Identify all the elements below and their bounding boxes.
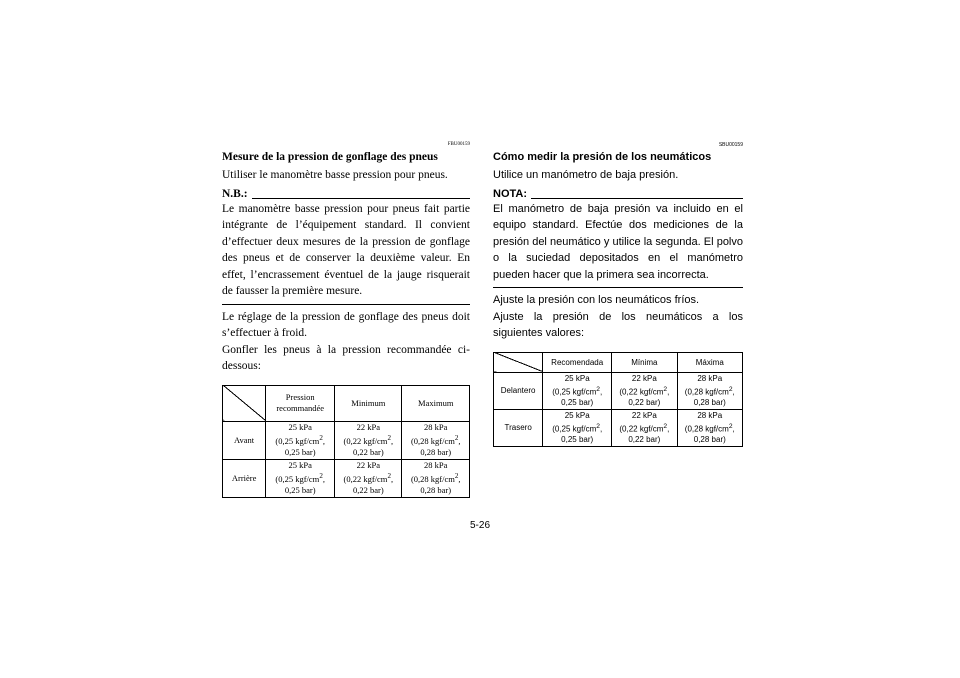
table-cell: 28 kPa (0,28 kgf/$cm^2$, 0,28 bar) [677, 372, 742, 409]
table-cell: 22 kPa (0,22 kgf/$cm^2$, 0,22 bar) [335, 459, 402, 497]
spanish-column [493, 140, 743, 447]
diagonal-header-cell [223, 385, 266, 421]
note-header [222, 187, 470, 201]
paragraph: Gonfler les pneus à la pression recommandée ci-dessous: [222, 343, 470, 372]
row-label: Delantero [494, 372, 543, 409]
column-header: Minimum [335, 385, 402, 421]
diagonal-header-cell [494, 352, 543, 372]
note-text: Le manomètre basse pression pour pneus fait partie intégrante de l’équipement standard. Il convient d’effectuer deux mesures de la pression de gonflage des pneus et de conserver la deuxième valeur. En effet, l’encrassement éventuel de la jauge risquerait de fausser la première mesure. [222, 202, 470, 297]
note-end-rule [222, 304, 470, 305]
note-rule [531, 198, 743, 199]
table-row [223, 421, 470, 459]
table-row [494, 372, 743, 409]
table-cell: 22 kPa (0,22 kgf/$cm^2$, 0,22 bar) [612, 409, 677, 446]
row-label: Trasero [494, 409, 543, 446]
section-title: Cómo medir la presión de los neumáticos [493, 151, 712, 163]
note-label: NOTA: [493, 187, 528, 200]
note-end-rule [493, 287, 743, 288]
french-column [222, 140, 470, 498]
table-cell: 28 kPa (0,28 kgf/$cm^2$, 0,28 bar) [402, 421, 470, 459]
section-code: SBU00159 [718, 142, 743, 148]
table-header-row [223, 385, 470, 421]
table-cell: 25 kPa (0,25 kgf/$cm^2$, 0,25 bar) [266, 421, 335, 459]
note-rule [252, 198, 470, 199]
column-header: Mínima [612, 352, 677, 372]
table-header-row [494, 352, 743, 372]
row-label: Avant [223, 421, 266, 459]
intro-text: Utiliser le manomètre basse pression pour pneus. [222, 169, 448, 181]
table-cell: 25 kPa (0,25 kgf/$cm^2$, 0,25 bar) [543, 372, 612, 409]
note-text: El manómetro de baja presión va incluido en el equipo standard. Efectúe dos mediciones de la presión del neumático y utilice la segunda. El polvo o la suciedad depositados en el manómetro pueden hacer que la primera sea incorrecta. [493, 202, 743, 281]
row-label: Arrière [223, 459, 266, 497]
column-header: Pression recommandée [266, 385, 335, 421]
paragraph: Ajuste la presión con los neumáticos fríos. [493, 294, 700, 306]
paragraph: Ajuste la presión de los neumáticos a los siguientes valores: [493, 310, 743, 339]
pressure-table [493, 352, 743, 447]
column-header: Recomendada [543, 352, 612, 372]
table-cell: 22 kPa (0,22 kgf/$cm^2$, 0,22 bar) [335, 421, 402, 459]
page-number: 5-26 [470, 520, 491, 531]
section-code: FBU00159 [447, 142, 470, 147]
pressure-table [222, 385, 470, 498]
table-row [494, 409, 743, 446]
note-header [493, 187, 743, 201]
section-title: Mesure de la pression de gonflage des pneus [222, 151, 438, 163]
paragraph: Le réglage de la pression de gonflage des pneus doit s’effectuer à froid. [222, 310, 470, 339]
table-cell: 25 kPa (0,25 kgf/$cm^2$, 0,25 bar) [543, 409, 612, 446]
table-cell: 22 kPa (0,22 kgf/$cm^2$, 0,22 bar) [612, 372, 677, 409]
note-label: N.B.: [222, 187, 248, 200]
table-row [223, 459, 470, 497]
table-cell: 25 kPa (0,25 kgf/$cm^2$, 0,25 bar) [266, 459, 335, 497]
table-cell: 28 kPa (0,28 kgf/$cm^2$, 0,28 bar) [677, 409, 742, 446]
intro-text: Utilice un manómetro de baja presión. [493, 169, 679, 181]
column-header: Maximum [402, 385, 470, 421]
table-cell: 28 kPa (0,28 kgf/$cm^2$, 0,28 bar) [402, 459, 470, 497]
column-header: Máxima [677, 352, 742, 372]
